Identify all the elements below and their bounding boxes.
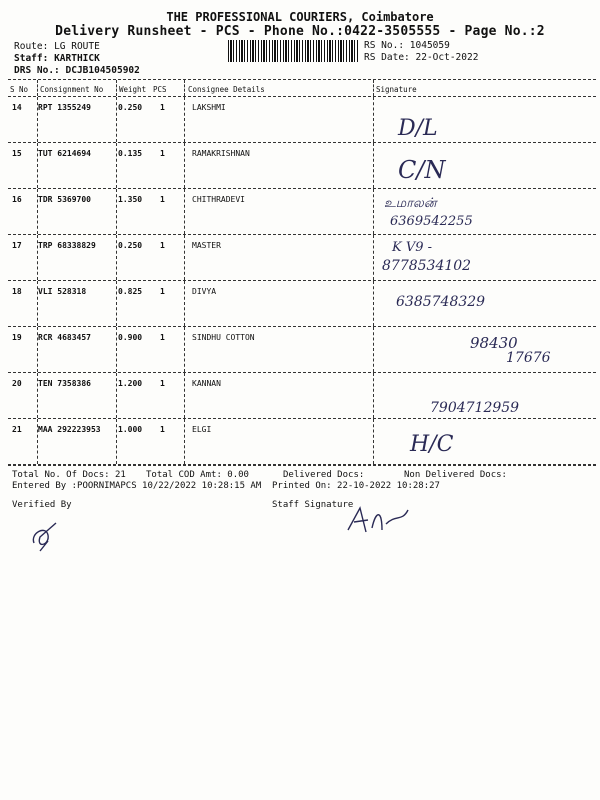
- row-consignment-no: TUT 6214694: [38, 149, 91, 158]
- column-separator: [184, 97, 185, 142]
- row-signature-phone: 6385748329: [396, 294, 486, 310]
- column-separator: [37, 189, 38, 234]
- staff-signature-label: Staff Signature: [272, 500, 354, 510]
- company-title: THE PROFESSIONAL COURIERS, Coimbatore: [166, 10, 434, 24]
- row-separator: [8, 142, 596, 143]
- row-separator: [8, 234, 596, 235]
- cod-line: [146, 470, 249, 480]
- staff-value: KARTHICK: [54, 53, 100, 64]
- row-consignee: KANNAN: [192, 379, 221, 388]
- runsheet-title: Delivery Runsheet - PCS - Phone No.:0422-3505555 - Page No.:2: [55, 24, 545, 39]
- column-separator: [116, 189, 117, 234]
- row-sno: 20: [12, 379, 22, 388]
- row-weight: 0.900: [118, 333, 143, 342]
- footer-line-1: [12, 470, 126, 480]
- rs-no-line: [364, 40, 450, 51]
- verified-by-label: Verified By: [12, 500, 72, 510]
- column-separator: [373, 189, 374, 234]
- row-consignment-no: TEN 7358386: [38, 379, 91, 388]
- col-signature-header: Signature: [376, 85, 417, 94]
- row-signature-text: C/N: [398, 156, 446, 184]
- row-sno: 14: [12, 103, 22, 112]
- row-weight: 0.250: [118, 241, 143, 250]
- row-signature-phone: 8778534102: [382, 258, 472, 274]
- row-consignee: RAMAKRISHNAN: [192, 149, 250, 158]
- row-consignment-no: RPT 1355249: [38, 103, 91, 112]
- column-separator: [37, 327, 38, 372]
- column-separator: [373, 235, 374, 280]
- row-signature-phone: 17676: [506, 350, 551, 366]
- non-delivered-docs-label: Non Delivered Docs:: [404, 470, 507, 480]
- col-weight-header: Weight: [119, 85, 147, 94]
- row-consignee: LAKSHMI: [192, 103, 226, 112]
- row-signature-text: உமாலன்: [384, 196, 437, 211]
- column-separator: [373, 281, 374, 326]
- total-docs-value: 21: [114, 470, 126, 480]
- row-separator: [8, 418, 596, 419]
- column-separator: [116, 419, 117, 464]
- row-consignee: MASTER: [192, 241, 221, 250]
- cod-label: Total COD Amt:: [146, 470, 222, 480]
- staff-line: [14, 53, 100, 64]
- column-separator: [116, 235, 117, 280]
- row-weight: 0.135: [118, 149, 143, 158]
- row-pcs: 1: [160, 103, 165, 112]
- col-consignment-header: Consignment No: [40, 85, 104, 94]
- column-separator: [37, 281, 38, 326]
- drs-value: DCJB104505902: [65, 65, 140, 76]
- drs-label: DRS No.:: [14, 65, 60, 76]
- row-weight: 0.825: [118, 287, 143, 296]
- route-label: Route:: [14, 41, 49, 52]
- column-separator: [184, 235, 185, 280]
- row-sno: 17: [12, 241, 22, 250]
- row-consignment-no: VLI 528318: [38, 287, 87, 296]
- row-signature-text: D/L: [398, 116, 438, 141]
- col-sep: [116, 80, 117, 96]
- row-weight: 1.200: [118, 379, 143, 388]
- rs-no-label: RS No.:: [364, 40, 405, 51]
- rs-date-label: RS Date:: [364, 52, 410, 63]
- col-sep: [37, 80, 38, 96]
- column-separator: [184, 327, 185, 372]
- row-pcs: 1: [160, 149, 165, 158]
- row-sno: 21: [12, 425, 22, 434]
- row-pcs: 1: [160, 195, 165, 204]
- col-sep: [373, 80, 374, 96]
- row-sno: 15: [12, 149, 22, 158]
- row-signature-phone: 7904712959: [430, 400, 520, 416]
- rs-date-value: 22-Oct-2022: [415, 52, 479, 63]
- table-top-rule: [8, 79, 596, 80]
- column-separator: [37, 419, 38, 464]
- column-separator: [373, 419, 374, 464]
- col-sep: [184, 80, 185, 96]
- column-separator: [373, 97, 374, 142]
- column-separator: [116, 327, 117, 372]
- column-separator: [116, 373, 117, 418]
- column-separator: [37, 235, 38, 280]
- column-separator: [373, 327, 374, 372]
- row-consignment-no: TRP 68338829: [38, 241, 96, 250]
- row-signature-text: K V9 -: [392, 240, 433, 255]
- footer-rule: [8, 465, 596, 466]
- cod-value: 0.00: [227, 470, 249, 480]
- row-pcs: 1: [160, 241, 165, 250]
- column-separator: [37, 373, 38, 418]
- verifier-signature-scribble: [26, 515, 66, 555]
- drs-line: [14, 65, 140, 76]
- column-separator: [116, 97, 117, 142]
- column-separator: [37, 97, 38, 142]
- row-sno: 16: [12, 195, 22, 204]
- row-signature-phone: 6369542255: [390, 214, 473, 229]
- row-separator: [8, 372, 596, 373]
- column-separator: [116, 281, 117, 326]
- row-consignee: SINDHU COTTON: [192, 333, 255, 342]
- column-separator: [184, 373, 185, 418]
- row-separator: [8, 280, 596, 281]
- row-consignee: DIVYA: [192, 287, 217, 296]
- row-consignee: ELGI: [192, 425, 212, 434]
- column-separator: [373, 373, 374, 418]
- delivered-docs-label: Delivered Docs:: [283, 470, 365, 480]
- staff-label: Staff:: [14, 53, 49, 64]
- column-separator: [184, 281, 185, 326]
- row-pcs: 1: [160, 379, 165, 388]
- header-bottom-rule: [8, 96, 596, 97]
- row-consignment-no: TDR 5369700: [38, 195, 91, 204]
- row-weight: 0.250: [118, 103, 143, 112]
- row-separator: [8, 326, 596, 327]
- staff-signature-scribble: [342, 500, 412, 540]
- row-pcs: 1: [160, 333, 165, 342]
- col-pcs-header: PCS: [153, 85, 167, 94]
- row-consignment-no: RCR 4683457: [38, 333, 91, 342]
- col-sno-header: S No: [10, 85, 29, 94]
- printed-on: Printed On: 22-10-2022 10:28:27: [272, 481, 440, 491]
- column-separator: [37, 143, 38, 188]
- row-consignment-no: MAA 292223953: [38, 425, 101, 434]
- row-consignee: CHITHRADEVI: [192, 195, 245, 204]
- row-weight: 1.350: [118, 195, 143, 204]
- row-sno: 18: [12, 287, 22, 296]
- column-separator: [373, 143, 374, 188]
- row-signature-text: 98430: [470, 334, 518, 352]
- row-sno: 19: [12, 333, 22, 342]
- row-separator: [8, 188, 596, 189]
- col-consignee-header: Consignee Details: [188, 85, 265, 94]
- entered-by: Entered By :POORNIMAPCS 10/22/2022 10:28:15 AM: [12, 481, 262, 491]
- column-separator: [184, 189, 185, 234]
- column-separator: [184, 143, 185, 188]
- row-signature-text: H/C: [410, 432, 454, 457]
- route-line: [14, 41, 100, 52]
- rs-no-value: 1045059: [409, 40, 450, 51]
- row-weight: 1.000: [118, 425, 143, 434]
- column-separator: [184, 419, 185, 464]
- row-pcs: 1: [160, 425, 165, 434]
- total-docs-label: Total No. Of Docs:: [12, 470, 110, 480]
- column-separator: [116, 143, 117, 188]
- rs-date-line: [364, 52, 478, 63]
- route-value: LG ROUTE: [54, 41, 100, 52]
- row-pcs: 1: [160, 287, 165, 296]
- barcode: [228, 40, 358, 62]
